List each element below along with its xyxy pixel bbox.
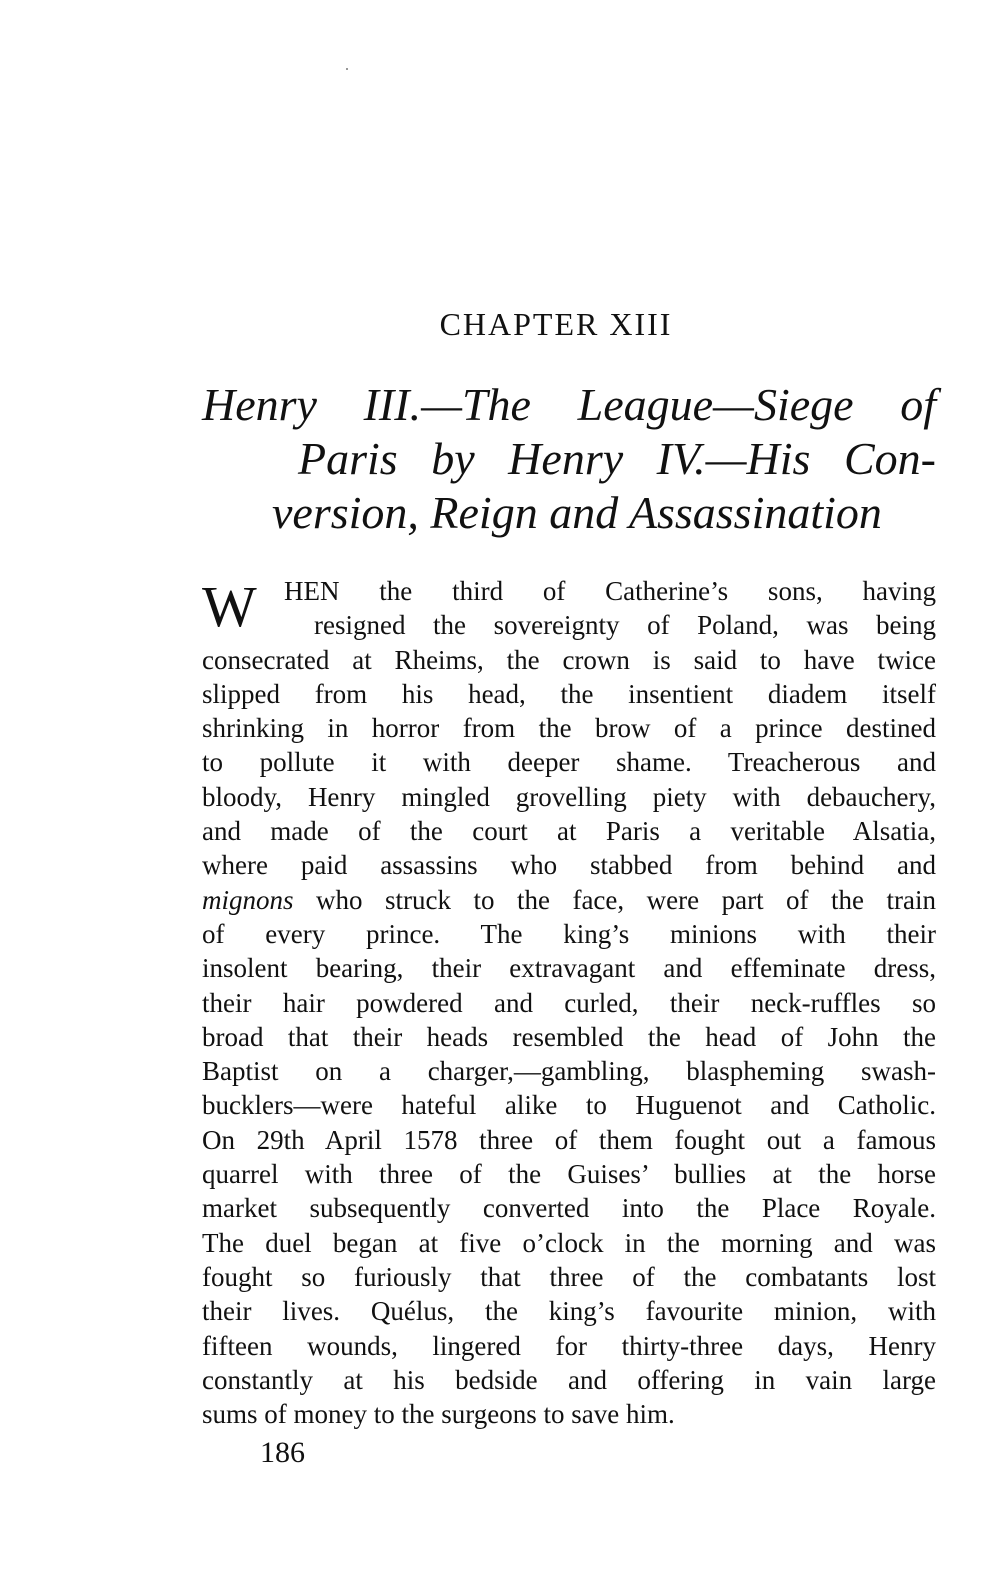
text-line: sums of money to the surgeons to save him.: [202, 1399, 675, 1430]
text-line: consecrated at Rheims, the crown is said to have twice: [202, 644, 936, 675]
text-line: broad that their heads resembled the head of John the: [202, 1021, 936, 1052]
text-line: and made of the court at Paris a veritable Alsatia,: [202, 816, 936, 847]
body-paragraph: [202, 574, 936, 1431]
italic-word: mignons: [202, 884, 294, 915]
text-line: where paid assassins who stabbed from behind and: [202, 850, 936, 881]
text-line: their hair powdered and curled, their neck-ruffles so: [202, 987, 936, 1018]
chapter-title: [202, 378, 936, 540]
text-line: Baptist on a charger,—gambling, blaspheming swash-: [202, 1056, 936, 1087]
text-line: fifteen wounds, lingered for thirty-three days, Henry: [202, 1330, 936, 1361]
chapter-title-line: version, Reign and Assassination: [272, 487, 882, 538]
text-line: resigned the sovereignty of Poland, was being: [314, 610, 936, 641]
text-line: to pollute it with deeper shame. Treacherous and: [202, 747, 936, 778]
chapter-title-line: Henry III.—The League—Siege of: [202, 379, 936, 430]
chapter-title-line: Paris by Henry IV.—His Con-: [298, 433, 936, 484]
text-line: quarrel with three of the Guises’ bullies at the horse: [202, 1159, 936, 1190]
paper-speck: [346, 68, 348, 70]
text-line: insolent bearing, their extravagant and effeminate dress,: [202, 953, 936, 984]
text-line: The duel began at five o’clock in the morning and was: [202, 1227, 936, 1258]
text-line: bucklers—were hateful alike to Huguenot and Catholic.: [202, 1090, 936, 1121]
chapter-heading: CHAPTER XIII: [439, 306, 673, 342]
page-number: 186: [260, 1436, 305, 1469]
text-line: constantly at his bedside and offering in vain large: [202, 1364, 936, 1395]
drop-cap: W: [202, 574, 257, 639]
text-line-rest: who struck to the face, were part of the train: [316, 884, 936, 915]
text-line: of every prince. The king’s minions with their: [202, 918, 936, 949]
text-line: On 29th April 1578 three of them fought out a famous: [202, 1124, 936, 1155]
text-line: [202, 883, 936, 917]
text-line: slipped from his head, the insentient diadem itself: [202, 678, 936, 709]
text-line: market subsequently converted into the Place Royale.: [202, 1193, 936, 1224]
text-line: bloody, Henry mingled grovelling piety with debauchery,: [202, 781, 936, 812]
text-line: their lives. Quélus, the king’s favourite minion, with: [202, 1296, 936, 1327]
text-line: shrinking in horror from the brow of a prince destined: [202, 713, 936, 744]
text-line: HEN the third of Catherine’s sons, having: [284, 576, 936, 606]
text-line: fought so furiously that three of the combatants lost: [202, 1261, 936, 1292]
